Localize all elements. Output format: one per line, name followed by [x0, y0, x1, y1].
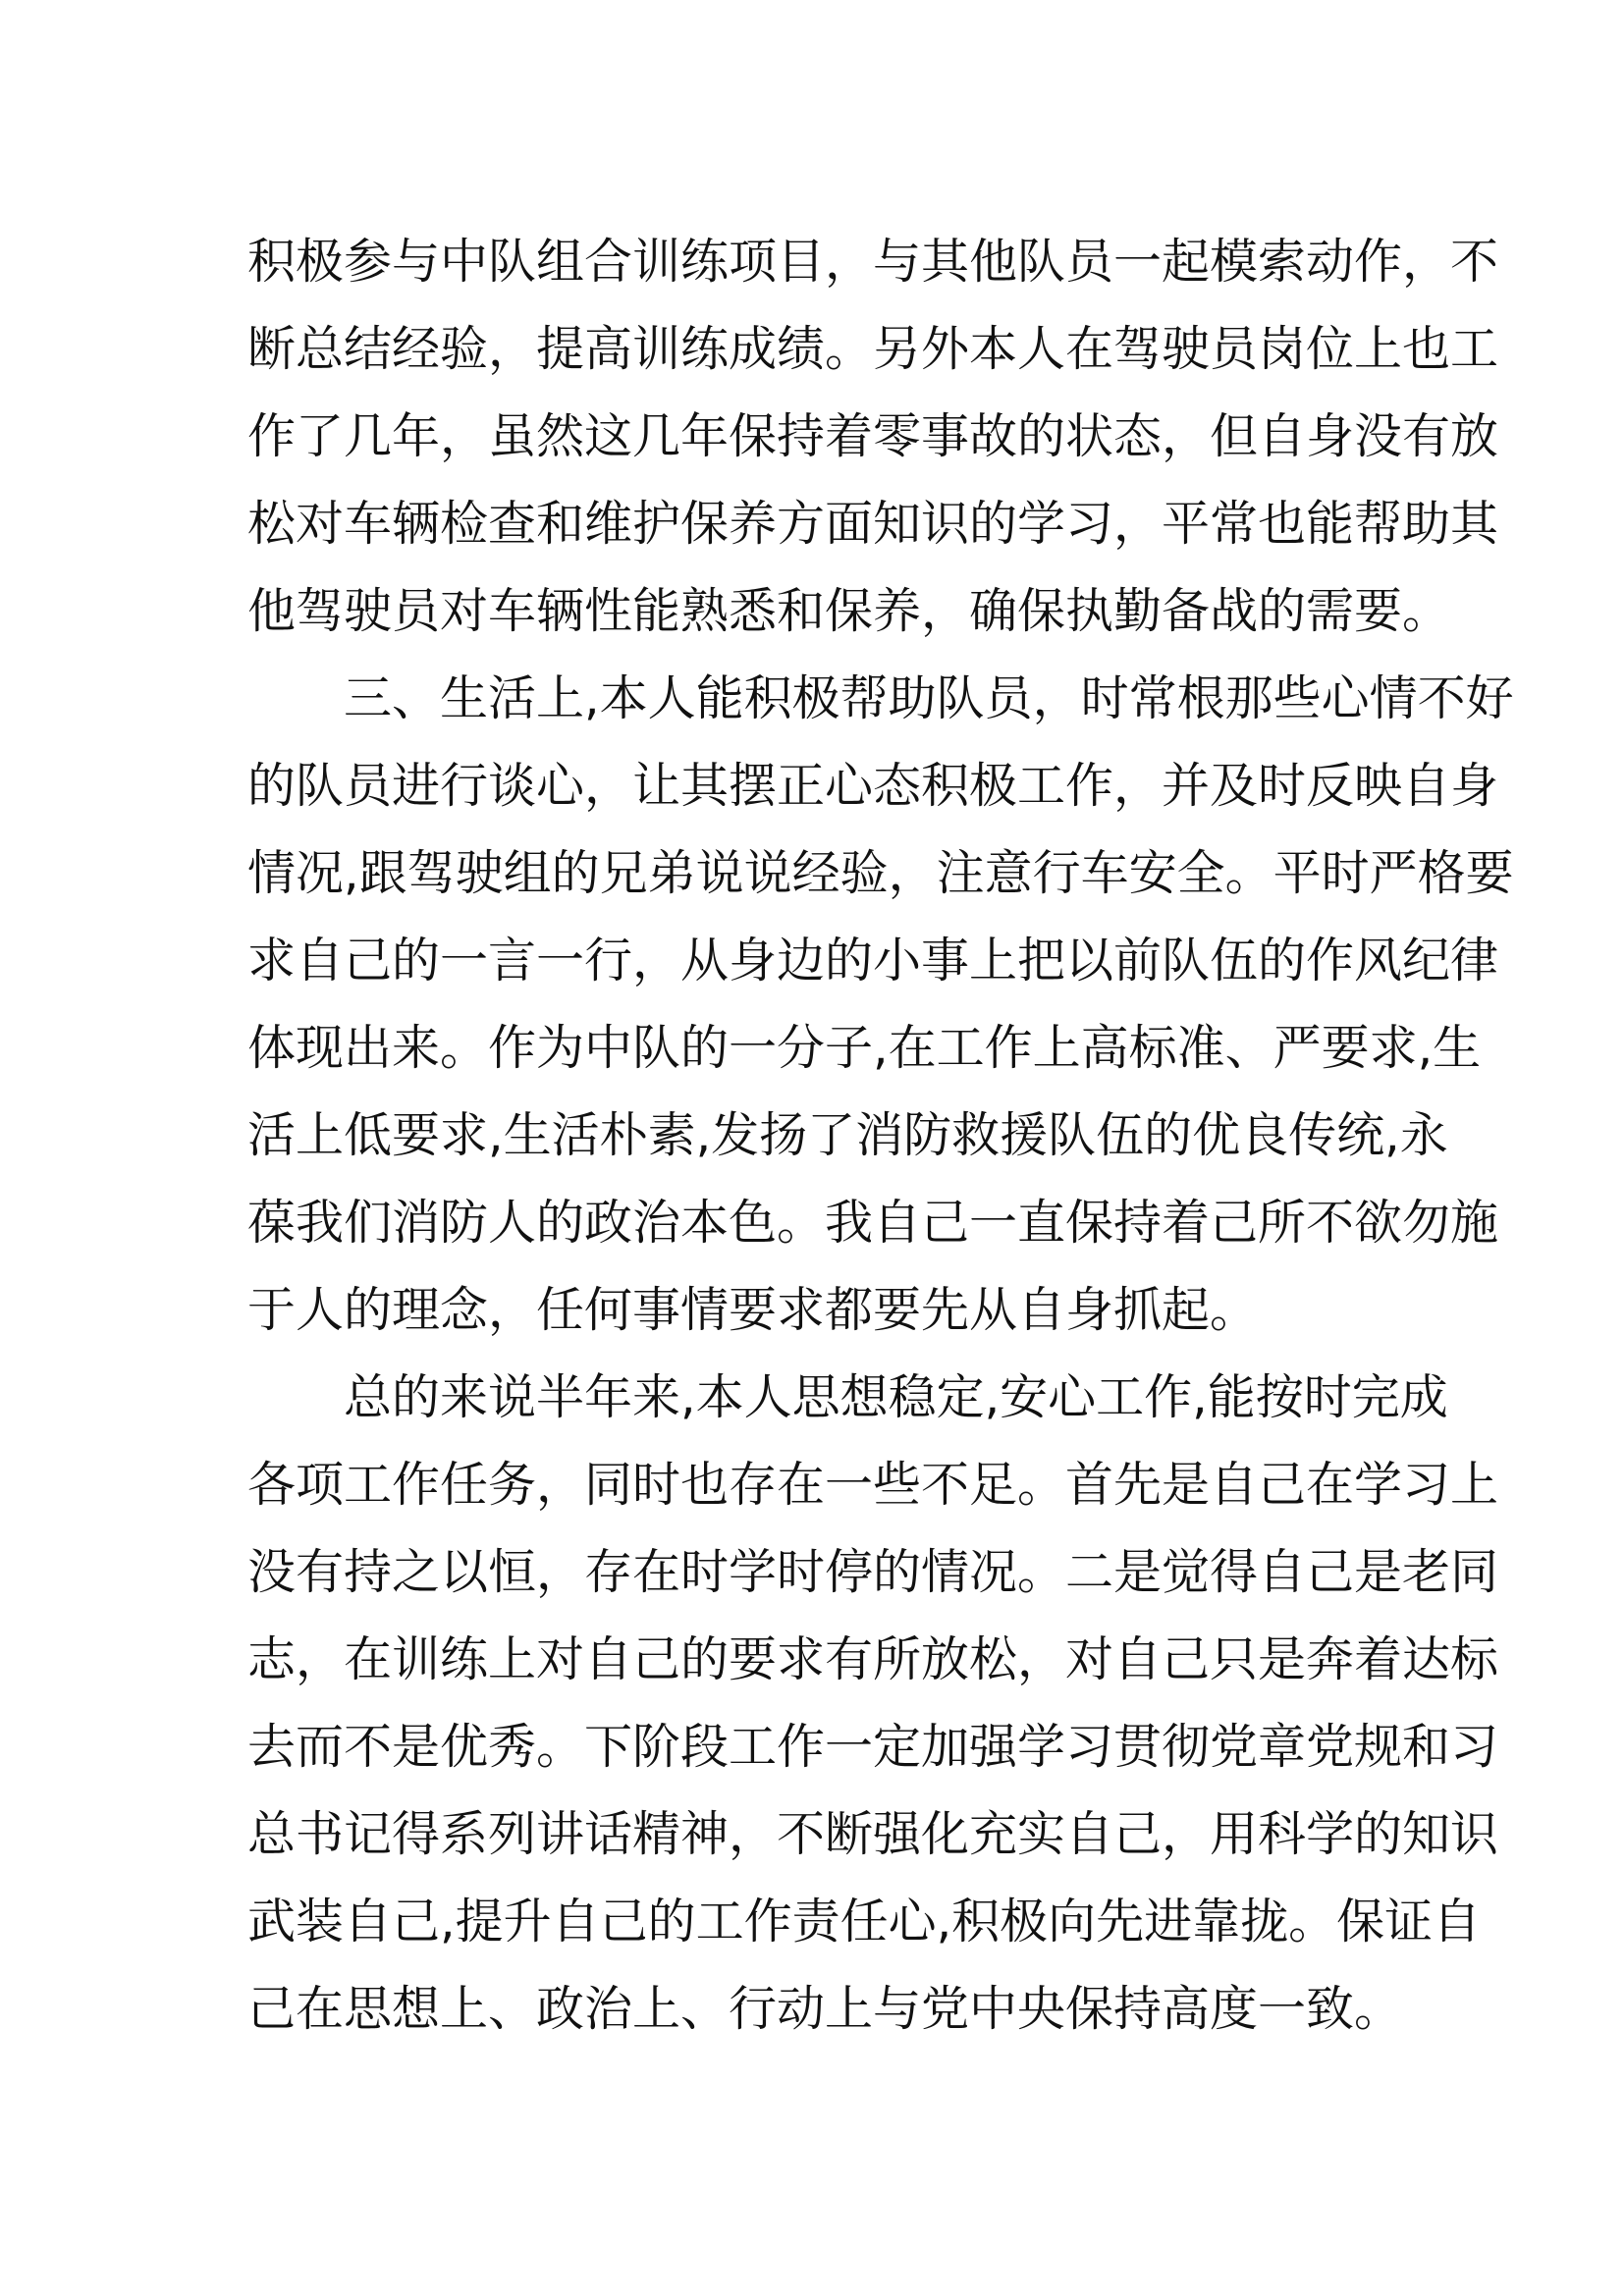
text-line: 武装自己,提升自己的工作责任心,积极向先进靠拢。保证自 [247, 1894, 1482, 1949]
text-line: 情况,跟驾驶组的兄弟说说经验，注意行车安全。平时严格要 [247, 845, 1514, 901]
text-line: 积极参与中队组合训练项目，与其他队员一起模索动作，不 [247, 234, 1499, 290]
text-line: 总书记得系列讲话精神，不断强化充实自己，用科学的知识 [247, 1806, 1499, 1862]
text-line: 体现出来。作为中队的一分子,在工作上高标准、严要求,生 [247, 1020, 1482, 1076]
text-line: 求自己的一言一行，从身边的小事上把以前队伍的作风纪律 [247, 933, 1499, 988]
text-line: 没有持之以恒，存在时学时停的情况。二是觉得自己是老同 [247, 1544, 1499, 1600]
text-line: 的队员进行谈心，让其摆正心态积极工作，并及时反映自身 [247, 758, 1499, 814]
text-line: 己在思想上、政治上、行动上与党中央保持高度一致。 [247, 1981, 1403, 2037]
text-line: 断总结经验，提高训练成绩。另外本人在驾驶员岗位上也工 [247, 321, 1499, 377]
document-body [247, 218, 1514, 2053]
text-line: 去而不是优秀。下阶段工作一定加强学习贯彻党章党规和习 [247, 1719, 1499, 1775]
paragraph [247, 655, 1514, 1354]
text-line: 志，在训练上对自己的要求有所放松，对自己只是奔着达标 [247, 1631, 1499, 1687]
text-line: 各项工作任务，同时也存在一些不足。首先是自己在学习上 [247, 1457, 1499, 1513]
text-line: 他驾驶员对车辆性能熟悉和保养，确保执勤备战的需要。 [247, 583, 1451, 639]
text-line: 作了几年，虽然这几年保持着零事故的状态，但自身没有放 [247, 408, 1499, 464]
text-line: 总的来说半年来,本人思想稳定,安心工作,能按时完成 [344, 1369, 1448, 1425]
text-line: 于人的理念，任何事情要求都要先从自身抓起。 [247, 1282, 1259, 1338]
text-line: 葆我们消防人的政治本色。我自己一直保持着己所不欲勿施 [247, 1195, 1499, 1251]
text-line: 松对车辆检查和维护保养方面知识的学习，平常也能帮助其 [247, 496, 1499, 552]
paragraph [247, 218, 1499, 655]
paragraph [247, 1354, 1499, 2053]
text-line: 活上低要求,生活朴素,发扬了消防救援队伍的优良传统,永 [247, 1107, 1448, 1163]
text-line: 三、生活上,本人能积极帮助队员，时常根那些心情不好 [344, 670, 1514, 726]
